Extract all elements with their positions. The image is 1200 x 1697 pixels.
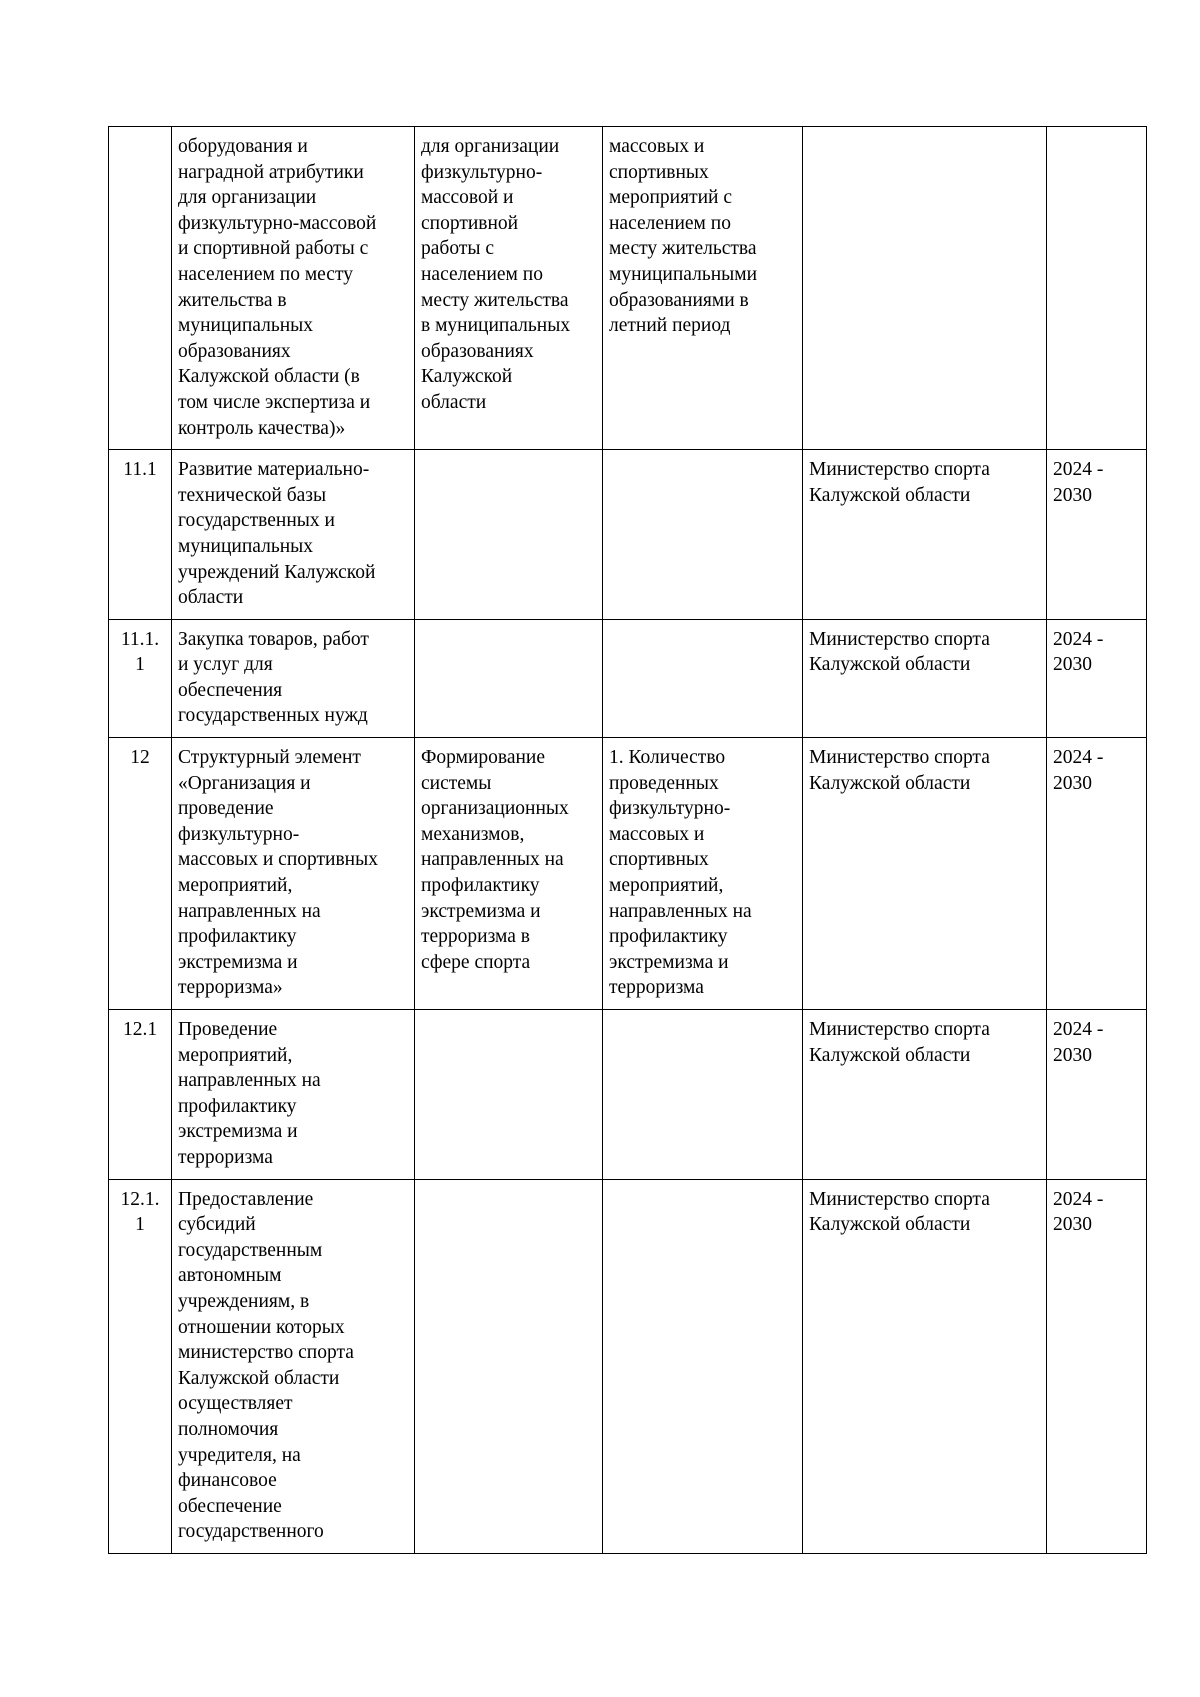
task-cell: Формирование системы организационных механизмов, направленных на профилактику экстремизма и терроризма в сфере спорта — [415, 738, 603, 1010]
table-row — [109, 450, 1147, 620]
indicator-cell — [603, 450, 803, 620]
task-cell — [415, 1010, 603, 1180]
row-number-cell: 11.1. 1 — [109, 619, 172, 737]
period-cell — [1047, 127, 1147, 450]
table-row — [109, 1179, 1147, 1553]
table-row — [109, 619, 1147, 737]
responsible-cell: Министерство спорта Калужской области — [803, 619, 1047, 737]
measures-table — [108, 126, 1147, 1554]
measure-name-cell: Закупка товаров, работ и услуг для обеспечения государственных нужд — [172, 619, 415, 737]
table-row — [109, 1010, 1147, 1180]
period-cell: 2024 - 2030 — [1047, 738, 1147, 1010]
row-number-cell: 11.1 — [109, 450, 172, 620]
task-cell — [415, 1179, 603, 1553]
responsible-cell: Министерство спорта Калужской области — [803, 450, 1047, 620]
row-number-cell: 12.1. 1 — [109, 1179, 172, 1553]
period-cell: 2024 - 2030 — [1047, 1010, 1147, 1180]
measure-name-cell: Проведение мероприятий, направленных на профилактику экстремизма и терроризма — [172, 1010, 415, 1180]
responsible-cell — [803, 127, 1047, 450]
indicator-cell: массовых и спортивных мероприятий с населением по месту жительства муниципальными образованиями в летний период — [603, 127, 803, 450]
row-number-cell — [109, 127, 172, 450]
indicator-cell — [603, 1010, 803, 1180]
measure-name-cell: Развитие материально- технической базы государственных и муниципальных учреждений Калужской области — [172, 450, 415, 620]
period-cell: 2024 - 2030 — [1047, 1179, 1147, 1553]
period-cell: 2024 - 2030 — [1047, 619, 1147, 737]
period-cell: 2024 - 2030 — [1047, 450, 1147, 620]
measure-name-cell: Структурный элемент «Организация и проведение физкультурно- массовых и спортивных мероприятий, направленных на профилактику экстремизма и терроризма» — [172, 738, 415, 1010]
responsible-cell: Министерство спорта Калужской области — [803, 1179, 1047, 1553]
responsible-cell: Министерство спорта Калужской области — [803, 1010, 1047, 1180]
task-cell — [415, 619, 603, 737]
row-number-cell: 12.1 — [109, 1010, 172, 1180]
responsible-cell: Министерство спорта Калужской области — [803, 738, 1047, 1010]
measure-name-cell: Предоставление субсидий государственным автономным учреждениям, в отношении которых министерство спорта Калужской области осуществляет полномочия учредителя, на финансовое обеспечение государственного — [172, 1179, 415, 1553]
table-row — [109, 127, 1147, 450]
task-cell: для организации физкультурно- массовой и спортивной работы с населением по месту жительства в муниципальных образованиях Калужской области — [415, 127, 603, 450]
task-cell — [415, 450, 603, 620]
indicator-cell — [603, 1179, 803, 1553]
table-row — [109, 738, 1147, 1010]
indicator-cell: 1. Количество проведенных физкультурно- массовых и спортивных мероприятий, направленных на профилактику экстремизма и терроризма — [603, 738, 803, 1010]
measure-name-cell: оборудования и наградной атрибутики для организации физкультурно-массовой и спортивной работы с населением по месту жительства в муниципальных образованиях Калужской области (в том числе экспертиза и контроль качества)» — [172, 127, 415, 450]
indicator-cell — [603, 619, 803, 737]
row-number-cell: 12 — [109, 738, 172, 1010]
